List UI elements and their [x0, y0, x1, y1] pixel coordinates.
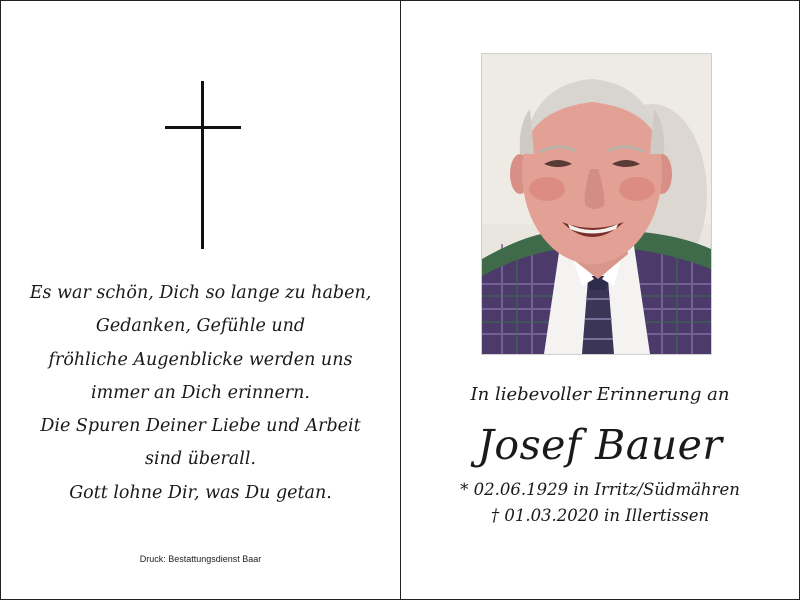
- memorial-poem: [1, 277, 400, 510]
- poem-line: sind überall.: [145, 449, 256, 470]
- poem-line: fröhliche Augenblicke werden uns: [48, 349, 353, 370]
- in-memory-heading: In liebevoller Erinnerung an: [470, 384, 730, 405]
- printer-credit: Druck: Bestattungsdienst Baar: [139, 554, 262, 564]
- poem-line: immer an Dich erinnern.: [90, 382, 310, 403]
- left-panel: [1, 1, 401, 599]
- life-dates: [401, 477, 800, 529]
- poem-line: Es war schön, Dich so lange zu haben,: [29, 283, 372, 303]
- poem-line: Gedanken, Gefühle und: [95, 316, 306, 337]
- poem-line: Die Spuren Deiner Liebe und Arbeit: [40, 416, 361, 437]
- deceased-name: Josef Bauer: [477, 421, 723, 469]
- poem-line: Gott lohne Dir, was Du getan.: [69, 482, 332, 503]
- latin-cross-icon: [165, 81, 241, 249]
- right-panel: [401, 1, 800, 599]
- birth-date: * 02.06.1929 in Irritz/Südmähren: [460, 480, 740, 499]
- death-date: † 01.03.2020 in Illertissen: [490, 506, 710, 525]
- portrait-photo: [481, 53, 712, 355]
